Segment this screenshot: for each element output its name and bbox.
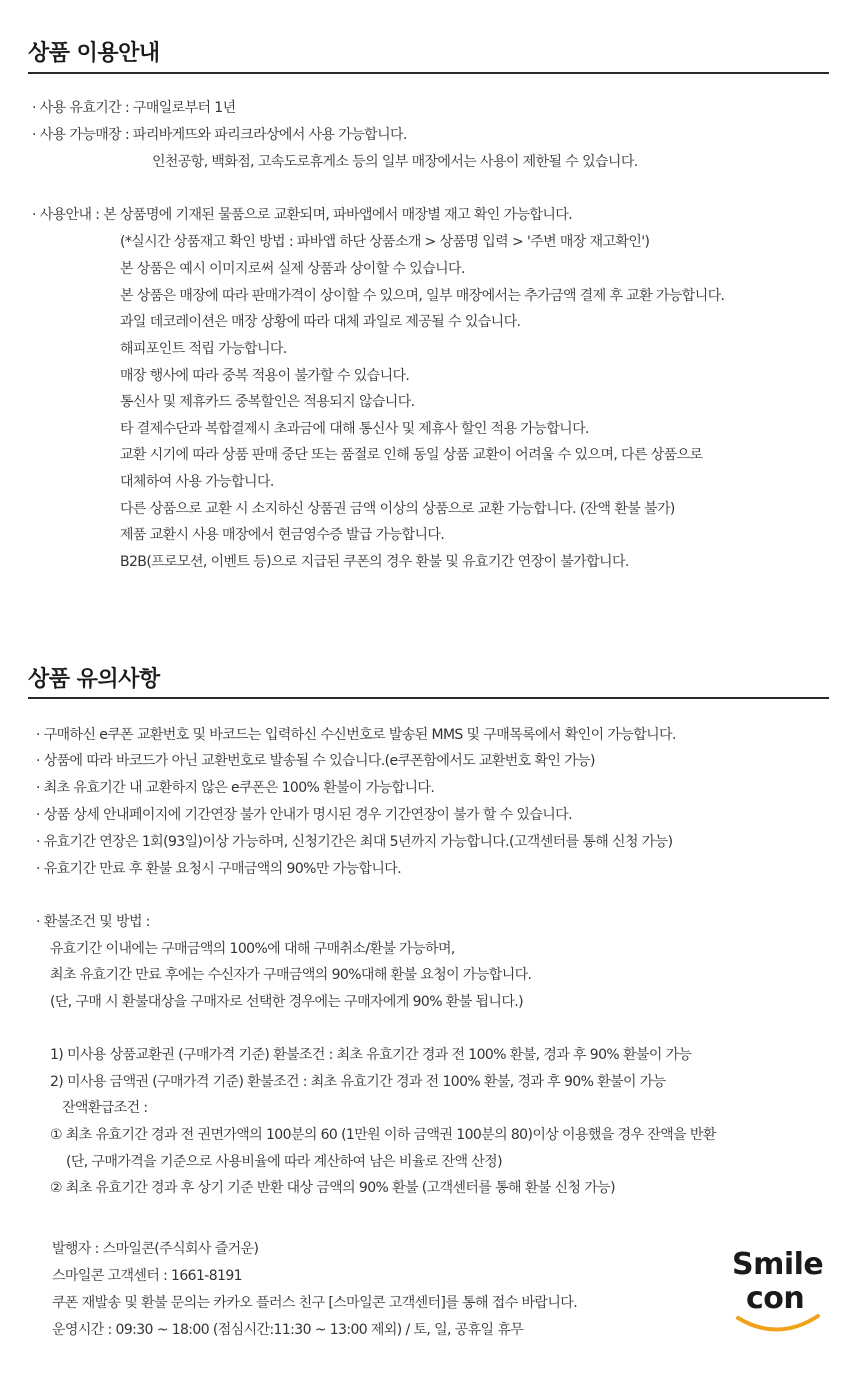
smilecon-logo <box>728 1246 828 1336</box>
balance-calculation-line: (단, 구매가격을 기준으로 사용비율에 따라 계산하여 남은 비율로 잔액 산정) <box>66 1154 502 1170</box>
extension-not-allowed-line: · 상품 상세 안내페이지에 기간연장 불가 안내가 명시된 경우 기간연장이 불가 할 수 있습니다. <box>36 807 572 823</box>
customer-center-line: 스마일콘 고객센터 : 1661-8191 <box>52 1268 242 1284</box>
sample-image-line: 본 상품은 예시 이미지로써 실제 상품과 상이할 수 있습니다. <box>120 261 465 277</box>
b2b-coupon-line: B2B(프로모션, 이벤트 등)으로 지급된 쿠폰의 경우 환불 및 유효기간 연장이 불가합니다. <box>120 554 629 570</box>
refund-method-heading: · 환불조건 및 방법 : <box>36 914 150 930</box>
issuer-line: 발행자 : 스마일콘(주식회사 즐거운) <box>52 1241 259 1257</box>
validity-period-line: · 사용 유효기간 : 구매일로부터 1년 <box>32 100 236 116</box>
usage-guide-title: 상품 이용안내 <box>28 41 160 66</box>
cash-receipt-line: 제품 교환시 사용 매장에서 현금영수증 발급 가능합니다. <box>120 527 445 543</box>
available-stores-line: · 사용 가능매장 : 파리바게뜨와 파리크라상에서 사용 가능합니다. <box>32 127 407 143</box>
logo-text-smile: Smile <box>732 1247 824 1282</box>
usage-guide-divider <box>28 72 829 74</box>
stock-check-line: (*실시간 상품재고 확인 방법 : 파바앱 하단 상품소개 > 상품명 입력 > '주변 매장 재고확인') <box>120 234 650 250</box>
balance-refund-condition-1: ① 최초 유효기간 경과 전 권면가액의 100분의 60 (1만원 이하 금액권 100분의 80)이상 이용했을 경우 잔액을 반환 <box>50 1127 716 1143</box>
store-event-line: 매장 행사에 따라 중복 적용이 불가할 수 있습니다. <box>120 368 410 384</box>
business-hours-line: 운영시간 : 09:30 ~ 18:00 (점심시간:11:30 ~ 13:00 제외) / 토, 일, 공휴일 휴무 <box>52 1322 524 1338</box>
exchange-number-line: · 상품에 따라 바코드가 아닌 교환번호로 발송될 수 있습니다.(e쿠폰함에서도 교환번호 확인 가능) <box>36 753 595 769</box>
refund-within-period-line: 유효기간 이내에는 구매금액의 100%에 대해 구매취소/환불 가능하며, <box>50 941 455 957</box>
price-difference-line: 본 상품은 매장에 따라 판매가격이 상이할 수 있으며, 일부 매장에서는 추가금액 결제 후 교환 가능합니다. <box>120 288 725 304</box>
mms-confirm-line: · 구매하신 e쿠폰 교환번호 및 바코드는 입력하신 수신번호로 발송된 MMS 및 구매목록에서 확인이 가능합니다. <box>36 727 676 743</box>
logo-smile-arc-icon <box>728 1246 828 1336</box>
product-voucher-refund-line: 1) 미사용 상품교환권 (구매가격 기준) 환불조건 : 최초 유효기간 경과 전 100% 환불, 경과 후 90% 환불이 가능 <box>50 1047 692 1063</box>
precautions-title: 상품 유의사항 <box>28 667 160 692</box>
mixed-payment-line: 타 결제수단과 복합결제시 초과금에 대해 통신사 및 제휴사 할인 적용 가능합니다. <box>120 421 589 437</box>
refund-after-expiry-line: 최초 유효기간 만료 후에는 수신자가 구매금액의 90%대해 환불 요청이 가능합니다. <box>50 967 532 983</box>
amount-voucher-refund-line: 2) 미사용 금액권 (구매가격 기준) 환불조건 : 최초 유효기간 경과 전 100% 환불, 경과 후 90% 환불이 가능 <box>50 1074 666 1090</box>
happy-point-line: 해피포인트 적립 가능합니다. <box>120 341 287 357</box>
buyer-refund-line: (단, 구매 시 환불대상을 구매자로 선택한 경우에는 구매자에게 90% 환불 됩니다.) <box>50 994 523 1010</box>
restricted-stores-line: 인천공항, 백화점, 고속도로휴게소 등의 일부 매장에서는 사용이 제한될 수 있습니다. <box>152 154 638 170</box>
resend-inquiry-line: 쿠폰 재발송 및 환불 문의는 카카오 플러스 친구 [스마일콘 고객센터]를 통해 접수 바랍니다. <box>52 1295 578 1311</box>
usage-info-line: · 사용안내 : 본 상품명에 기재된 물품으로 교환되며, 파바앱에서 매장별 재고 확인 가능합니다. <box>32 207 573 223</box>
precautions-divider <box>28 697 829 699</box>
other-product-exchange-line: 다른 상품으로 교환 시 소지하신 상품권 금액 이상의 상품으로 교환 가능합니다. (잔액 환불 불가) <box>120 501 675 517</box>
fruit-decoration-line: 과일 데코레이션은 매장 상황에 따라 대체 과일로 제공될 수 있습니다. <box>120 314 521 330</box>
telecom-discount-line: 통신사 및 제휴카드 중복할인은 적용되지 않습니다. <box>120 394 415 410</box>
expired-refund-line: · 유효기간 만료 후 환불 요청시 구매금액의 90%만 가능합니다. <box>36 861 402 877</box>
sold-out-line: 교환 시기에 따라 상품 판매 중단 또는 품절로 인해 동일 상품 교환이 어려울 수 있으며, 다른 상품으로 <box>120 447 703 463</box>
logo-text-con: con <box>746 1281 805 1316</box>
balance-refund-heading: 잔액환급조건 : <box>62 1100 148 1116</box>
substitute-line: 대체하여 사용 가능합니다. <box>120 474 274 490</box>
extension-period-line: · 유효기간 연장은 1회(93일)이상 가능하며, 신청기간은 최대 5년까지 가능합니다.(고객센터를 통해 신청 가능) <box>36 834 673 850</box>
full-refund-line: · 최초 유효기간 내 교환하지 않은 e쿠폰은 100% 환불이 가능합니다. <box>36 780 435 796</box>
balance-refund-condition-2: ② 최초 유효기간 경과 후 상기 기준 반환 대상 금액의 90% 환불 (고객센터를 통해 환불 신청 가능) <box>50 1180 615 1196</box>
